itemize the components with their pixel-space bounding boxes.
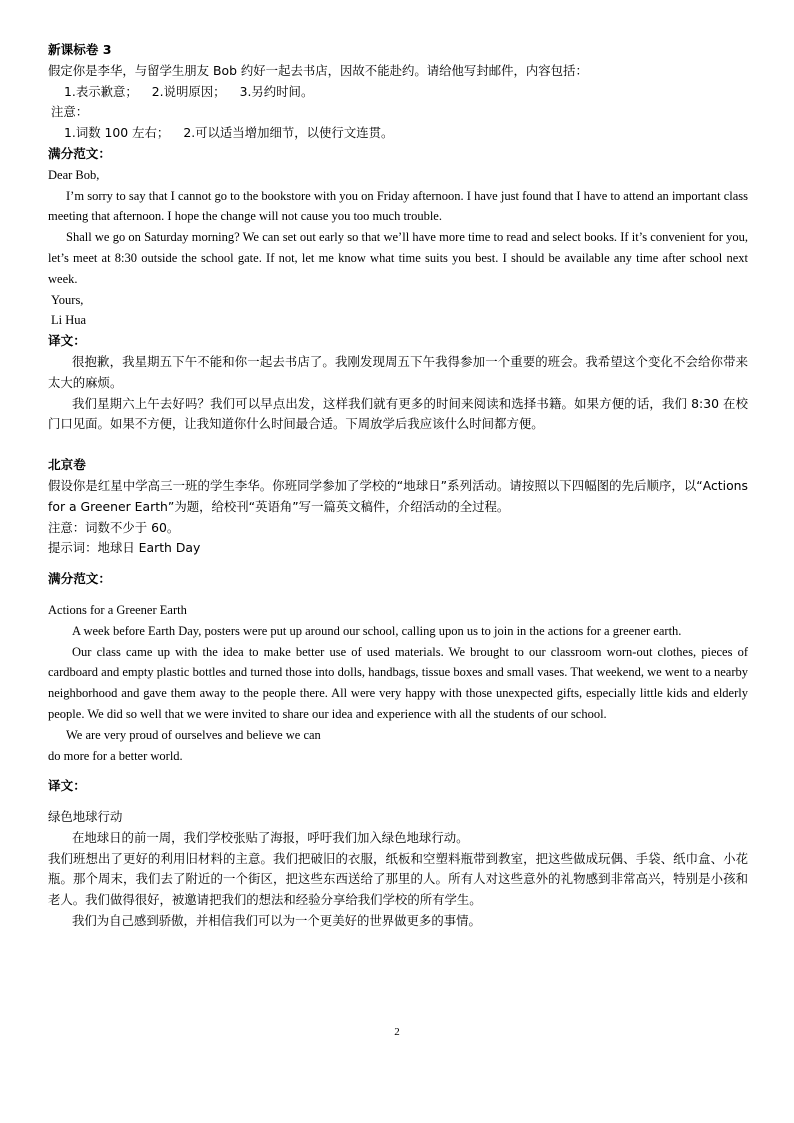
model-essay-label: 满分范文：	[48, 571, 111, 587]
hint: 提示词：地球日 Earth Day	[48, 540, 201, 556]
translation-paragraph-2: 我们星期六上午去好吗？我们可以早点出发，这样我们就有更多的时间来阅读和选择书籍。如果方便的话，我们 8:30 在校门口见面。如果不方便，让我知道你什么时间最合适。下周放学后我应该什么时间都方便。	[48, 395, 748, 432]
essay-title: Actions for a Greener Earth	[48, 602, 187, 617]
section-heading: 北京卷	[48, 457, 86, 473]
translation-paragraph-3: 我们为自己感到骄傲，并相信我们可以为一个更美好的世界做更多的事情。	[72, 913, 481, 929]
page-number: 2	[394, 1026, 400, 1038]
closing: Yours,	[51, 292, 84, 307]
signature: Li Hua	[51, 313, 87, 328]
model-essay-label: 满分范文：	[48, 145, 111, 161]
task-prompt: 假定你是李华，与留学生朋友 Bob 约好一起去书店，因故不能赴约。请给他写封邮件，内容包括：	[48, 62, 588, 78]
task-points	[48, 82, 748, 103]
translation-title: 绿色地球行动	[48, 809, 123, 825]
translation-paragraph-2: 我们班想出了更好的利用旧材料的主意。我们把破旧的衣服，纸板和空塑料瓶带到教室，把这些做成玩偶、手袋、纸巾盒、小花瓶。那个周末，我们去了附近的一个街区，把这些东西送给了那里的人。所有人对这些意外的礼物感到非常高兴，特别是小孩和老人。我们做得很好，被邀请把我们的想法和经验分享给我们学校的所有学生。	[48, 850, 748, 908]
point-1: 1.表示歉意；	[64, 83, 138, 99]
notes	[48, 123, 748, 144]
essay-paragraph-2: Shall we go on Saturday morning? We can set out early so that we’ll have more time to read and select books. If it’s convenient for you, let’s meet at 8:30 outside the school gate. If not, let me know what time suits you best. I should be available any time after school next week.	[48, 230, 748, 286]
point-2: 2.说明原因；	[151, 83, 226, 99]
salutation: Dear Bob,	[48, 167, 100, 182]
task-prompt: 假设你是红星中学高三一班的学生李华。你班同学参加了学校的“地球日”系列活动。请按照以下四幅图的先后顺序，以“Actions for a Greener Earth”为题，给校刊“英语角”写一篇英文稿件，介绍活动的全过程。	[48, 477, 748, 514]
note-label: 注意：	[51, 104, 89, 120]
note: 注意：词数不少于 60。	[48, 519, 180, 535]
translation-label: 译文：	[48, 778, 86, 794]
essay-paragraph-3-line-1: We are very proud of ourselves and believe we can	[66, 727, 321, 742]
essay-paragraph-1: I’m sorry to say that I cannot go to the bookstore with you on Friday afternoon. I have just found that I have to attend an important class meeting that afternoon. I hope the change will not cause you too much trouble.	[48, 188, 748, 224]
translation-label: 译文：	[48, 333, 86, 349]
translation-paragraph-1: 很抱歉，我星期五下午不能和你一起去书店了。我刚发现周五下午我得参加一个重要的班会。我希望这个变化不会给你带来太大的麻烦。	[48, 353, 748, 390]
note-2: 2.可以适当增加细节，以使行文连贯。	[183, 125, 394, 141]
essay-paragraph-2: Our class came up with the idea to make better use of used materials. We brought to our classroom worn-out clothes, pieces of cardboard and empty plastic bottles and turned those into dolls, handbags, tissue boxes and small vases. That weekend, we went to a nearby neighborhood and gave them away to the people there. All were very happy with those unexpected gifts, especially little kids and elderly people. We did so well that we were invited to share our idea and experience with all the students of our school.	[48, 644, 748, 721]
point-3: 3.另约时间。	[239, 83, 314, 99]
document-page	[48, 40, 748, 932]
note-1: 1.词数 100 左右；	[64, 125, 170, 141]
translation-paragraph-1: 在地球日的前一周，我们学校张贴了海报，呼吁我们加入绿色地球行动。	[72, 829, 469, 845]
section-heading: 新课标卷 3	[48, 42, 112, 57]
essay-paragraph-3-line-2: do more for a better world.	[48, 748, 183, 763]
essay-paragraph-1: A week before Earth Day, posters were put up around our school, calling upon us to join in the actions for a greener earth.	[72, 623, 682, 638]
